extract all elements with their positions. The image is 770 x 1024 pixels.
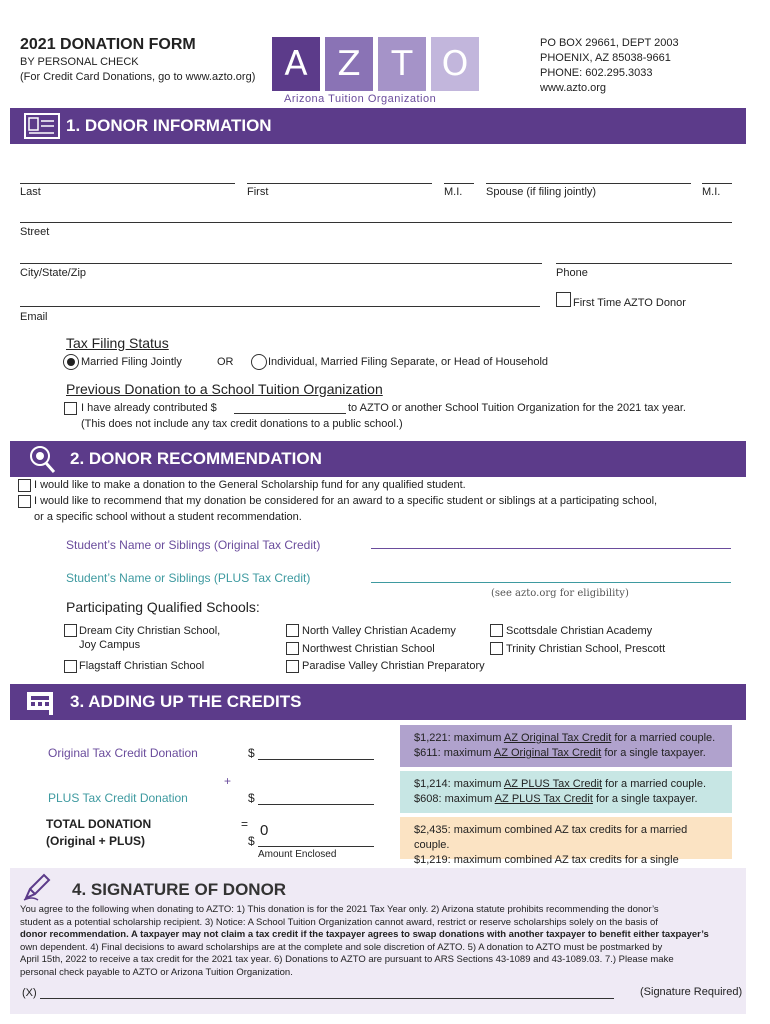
section-3-title: 3. ADDING UP THE CREDITS (70, 692, 302, 711)
first-time-donor-checkbox[interactable] (556, 292, 571, 307)
website-line: www.azto.org (540, 82, 607, 94)
credit-text: $1,221: maximum (414, 732, 504, 744)
credit-text: $1,219: maximum combined AZ tax credits for a single (414, 854, 679, 866)
id-card-icon (22, 112, 62, 140)
total-amount-input[interactable] (258, 846, 374, 847)
school-checkbox[interactable] (286, 624, 299, 637)
phone-input[interactable] (556, 263, 732, 264)
student-plus-label: Student’s Name or Siblings (PLUS Tax Credit) (66, 571, 311, 585)
first-label: First (247, 186, 269, 198)
credit-text: for a married couple. (611, 732, 716, 744)
credit-text: for a single taxpayer. (592, 793, 698, 805)
equals-sign: = (241, 817, 249, 831)
general-fund-checkbox[interactable] (18, 479, 31, 492)
amount-enclosed-label: Amount Enclosed (258, 849, 337, 860)
mi-label: M.I. (444, 186, 463, 198)
terms-line: You agree to the following when donating to AZTO: 1) This donation is for the 2021 Tax Year only. 2) Arizona statute prohibits recommending the donor’s (20, 904, 659, 915)
signature-input[interactable] (40, 998, 614, 999)
address-line: PHOENIX, AZ 85038-9661 (540, 52, 671, 64)
married-filing-label: Married Filing Jointly (81, 356, 182, 368)
plus-sign: + (224, 774, 232, 788)
spouse-label: Spouse (if filing jointly) (486, 186, 597, 198)
signature-required-label: (Signature Required) (640, 986, 743, 998)
recommend-checkbox[interactable] (18, 495, 31, 508)
phone-line: PHONE: 602.295.3033 (540, 67, 653, 79)
street-input[interactable] (20, 222, 732, 223)
plus-amount-input[interactable] (258, 804, 374, 805)
city-label: City/State/Zip (20, 267, 87, 279)
previous-donation-checkbox[interactable] (64, 402, 77, 415)
school-checkbox[interactable] (490, 624, 503, 637)
last-label: Last (20, 186, 41, 198)
email-input[interactable] (20, 306, 540, 307)
total-value: 0 (260, 822, 269, 839)
azto-logo (272, 37, 480, 93)
school-label: North Valley Christian Academy (302, 625, 456, 637)
credit-text: $608: maximum (414, 793, 495, 805)
original-credit-info-box (400, 725, 732, 767)
school-checkbox[interactable] (286, 660, 299, 673)
pen-icon (22, 872, 52, 907)
terms-line: donor recommendation. A taxpayer may not claim a tax credit if the taxpayer agrees to swap donations with another taxpayer to benefit either taxpayer’s (20, 929, 709, 940)
individual-filing-label: Individual, Married Filing Separate, or Head of Household (268, 356, 549, 368)
plus-credit-info-box (400, 771, 732, 813)
credit-card-note: (For Credit Card Donations, go to www.azto.org) (20, 71, 256, 83)
school-checkbox[interactable] (64, 624, 77, 637)
previous-donation-heading: Previous Donation to a School Tuition Organization (66, 381, 383, 397)
phone-label: Phone (556, 267, 588, 279)
previous-donation-note: (This does not include any tax credit donations to a public school.) (81, 418, 403, 430)
recommend-label: I would like to recommend that my donation be considered for an award to a specific student or siblings at a participating school, (34, 495, 658, 507)
credit-text: for a single taxpayer. (601, 747, 706, 759)
x-label: (X) (22, 987, 37, 999)
credit-text: $1,214: maximum (414, 778, 504, 790)
total-label: TOTAL DONATION (46, 817, 152, 831)
logo-letter-z: Z (325, 37, 373, 91)
spouse-mi-input[interactable] (702, 183, 732, 184)
street-label: Street (20, 226, 50, 238)
section-4-title: 4. SIGNATURE OF DONOR (72, 880, 287, 899)
tax-filing-heading: Tax Filing Status (66, 335, 169, 351)
eligibility-note: (see azto.org for eligibility) (491, 588, 629, 599)
section-3-header (10, 684, 746, 720)
plus-dollar: $ (248, 791, 255, 805)
school-label: Northwest Christian School (302, 643, 435, 655)
school-checkbox[interactable] (490, 642, 503, 655)
student-plus-input[interactable] (371, 582, 731, 583)
general-fund-label: I would like to make a donation to the General Scholarship fund for any qualified student. (34, 479, 466, 491)
school-label: Paradise Valley Christian Preparatory (302, 660, 485, 672)
credit-text: for a married couple. (602, 778, 707, 790)
school-checkbox[interactable] (64, 660, 77, 673)
first-time-donor-label: First Time AZTO Donor (573, 297, 686, 309)
original-dollar: $ (248, 746, 255, 760)
terms-line: April 15th, 2022 to receive a tax credit for the 2021 tax year. 6) Donations to AZTO are pursuant to ARS Sections 43-1089 and 43-1089.03. 7.) Please make (20, 954, 674, 965)
spouse-mi-label: M.I. (702, 186, 721, 198)
section-1-header (10, 108, 746, 144)
address-line: PO BOX 29661, DEPT 2003 (540, 37, 679, 49)
terms-line: student as a potential scholarship recipient. 3) Notice: A School Tuition Organization cannot award, restrict or reserve scholarships solely on the basis of (20, 916, 658, 928)
individual-filing-radio[interactable] (251, 354, 267, 370)
signature-terms (20, 904, 750, 979)
credit-link: AZ PLUS Tax Credit (503, 778, 603, 790)
first-name-input[interactable] (247, 183, 432, 184)
magnifier-icon (22, 445, 62, 473)
recommend-label-2: or a specific school without a student recommendation. (34, 511, 302, 523)
student-original-label: Student’s Name or Siblings (Original Tax Credit) (66, 538, 321, 552)
original-amount-input[interactable] (258, 759, 374, 760)
logo-letter-o: O (431, 37, 479, 91)
previous-amount-input[interactable] (234, 413, 346, 414)
plus-credit-label: PLUS Tax Credit Donation (48, 791, 188, 805)
address-block (540, 36, 679, 96)
credit-text: $2,435: maximum combined AZ tax credits for a married couple. (414, 824, 688, 851)
section-2-header (10, 441, 746, 477)
schools-heading: Participating Qualified Schools: (66, 599, 260, 615)
terms-line: personal check payable to AZTO or Arizona Tuition Organization. (20, 966, 293, 978)
calculator-icon (22, 688, 62, 716)
credit-text: $611: maximum (414, 747, 494, 759)
school-label: Scottsdale Christian Academy (506, 625, 653, 637)
school-label: Flagstaff Christian School (79, 660, 205, 672)
section-2-title: 2. DONOR RECOMMENDATION (70, 449, 322, 468)
student-original-input[interactable] (371, 548, 731, 549)
credit-link: AZ PLUS Tax Credit (494, 793, 593, 805)
section-1-title: 1. DONOR INFORMATION (66, 116, 272, 135)
logo-letter-t: T (378, 37, 426, 91)
city-state-zip-input[interactable] (20, 263, 542, 264)
original-credit-label: Original Tax Credit Donation (48, 746, 198, 760)
email-label: Email (20, 311, 48, 323)
total-dollar: $ (248, 834, 255, 848)
logo-letter-a: A (272, 37, 320, 91)
terms-line: own dependent. 4) Final decisions to award scholarships are at the complete and sole discretion of AZTO. 5) A donation to AZTO must be postmarked by (20, 941, 663, 953)
school-label: Joy Campus (79, 639, 141, 651)
previous-donation-text: I have already contributed $ (81, 402, 217, 414)
total-label-2: (Original + PLUS) (46, 834, 146, 848)
credit-link: AZ Original Tax Credit (493, 747, 602, 759)
form-title: 2021 DONATION FORM (20, 36, 196, 53)
school-label: Trinity Christian School, Prescott (506, 643, 666, 655)
logo-subtitle: Arizona Tuition Organization (284, 93, 437, 105)
form-subtitle: BY PERSONAL CHECK (20, 56, 139, 68)
married-filing-radio[interactable] (63, 354, 79, 370)
spouse-input[interactable] (486, 183, 691, 184)
school-label: Dream City Christian School, (79, 625, 221, 637)
or-label: OR (217, 356, 234, 368)
last-name-input[interactable] (20, 183, 235, 184)
combined-credit-info-box (400, 817, 732, 866)
credit-link: AZ Original Tax Credit (503, 732, 612, 744)
mi-input[interactable] (444, 183, 474, 184)
previous-donation-text-2: to AZTO or another School Tuition Organization for the 2021 tax year. (348, 402, 686, 414)
school-checkbox[interactable] (286, 642, 299, 655)
